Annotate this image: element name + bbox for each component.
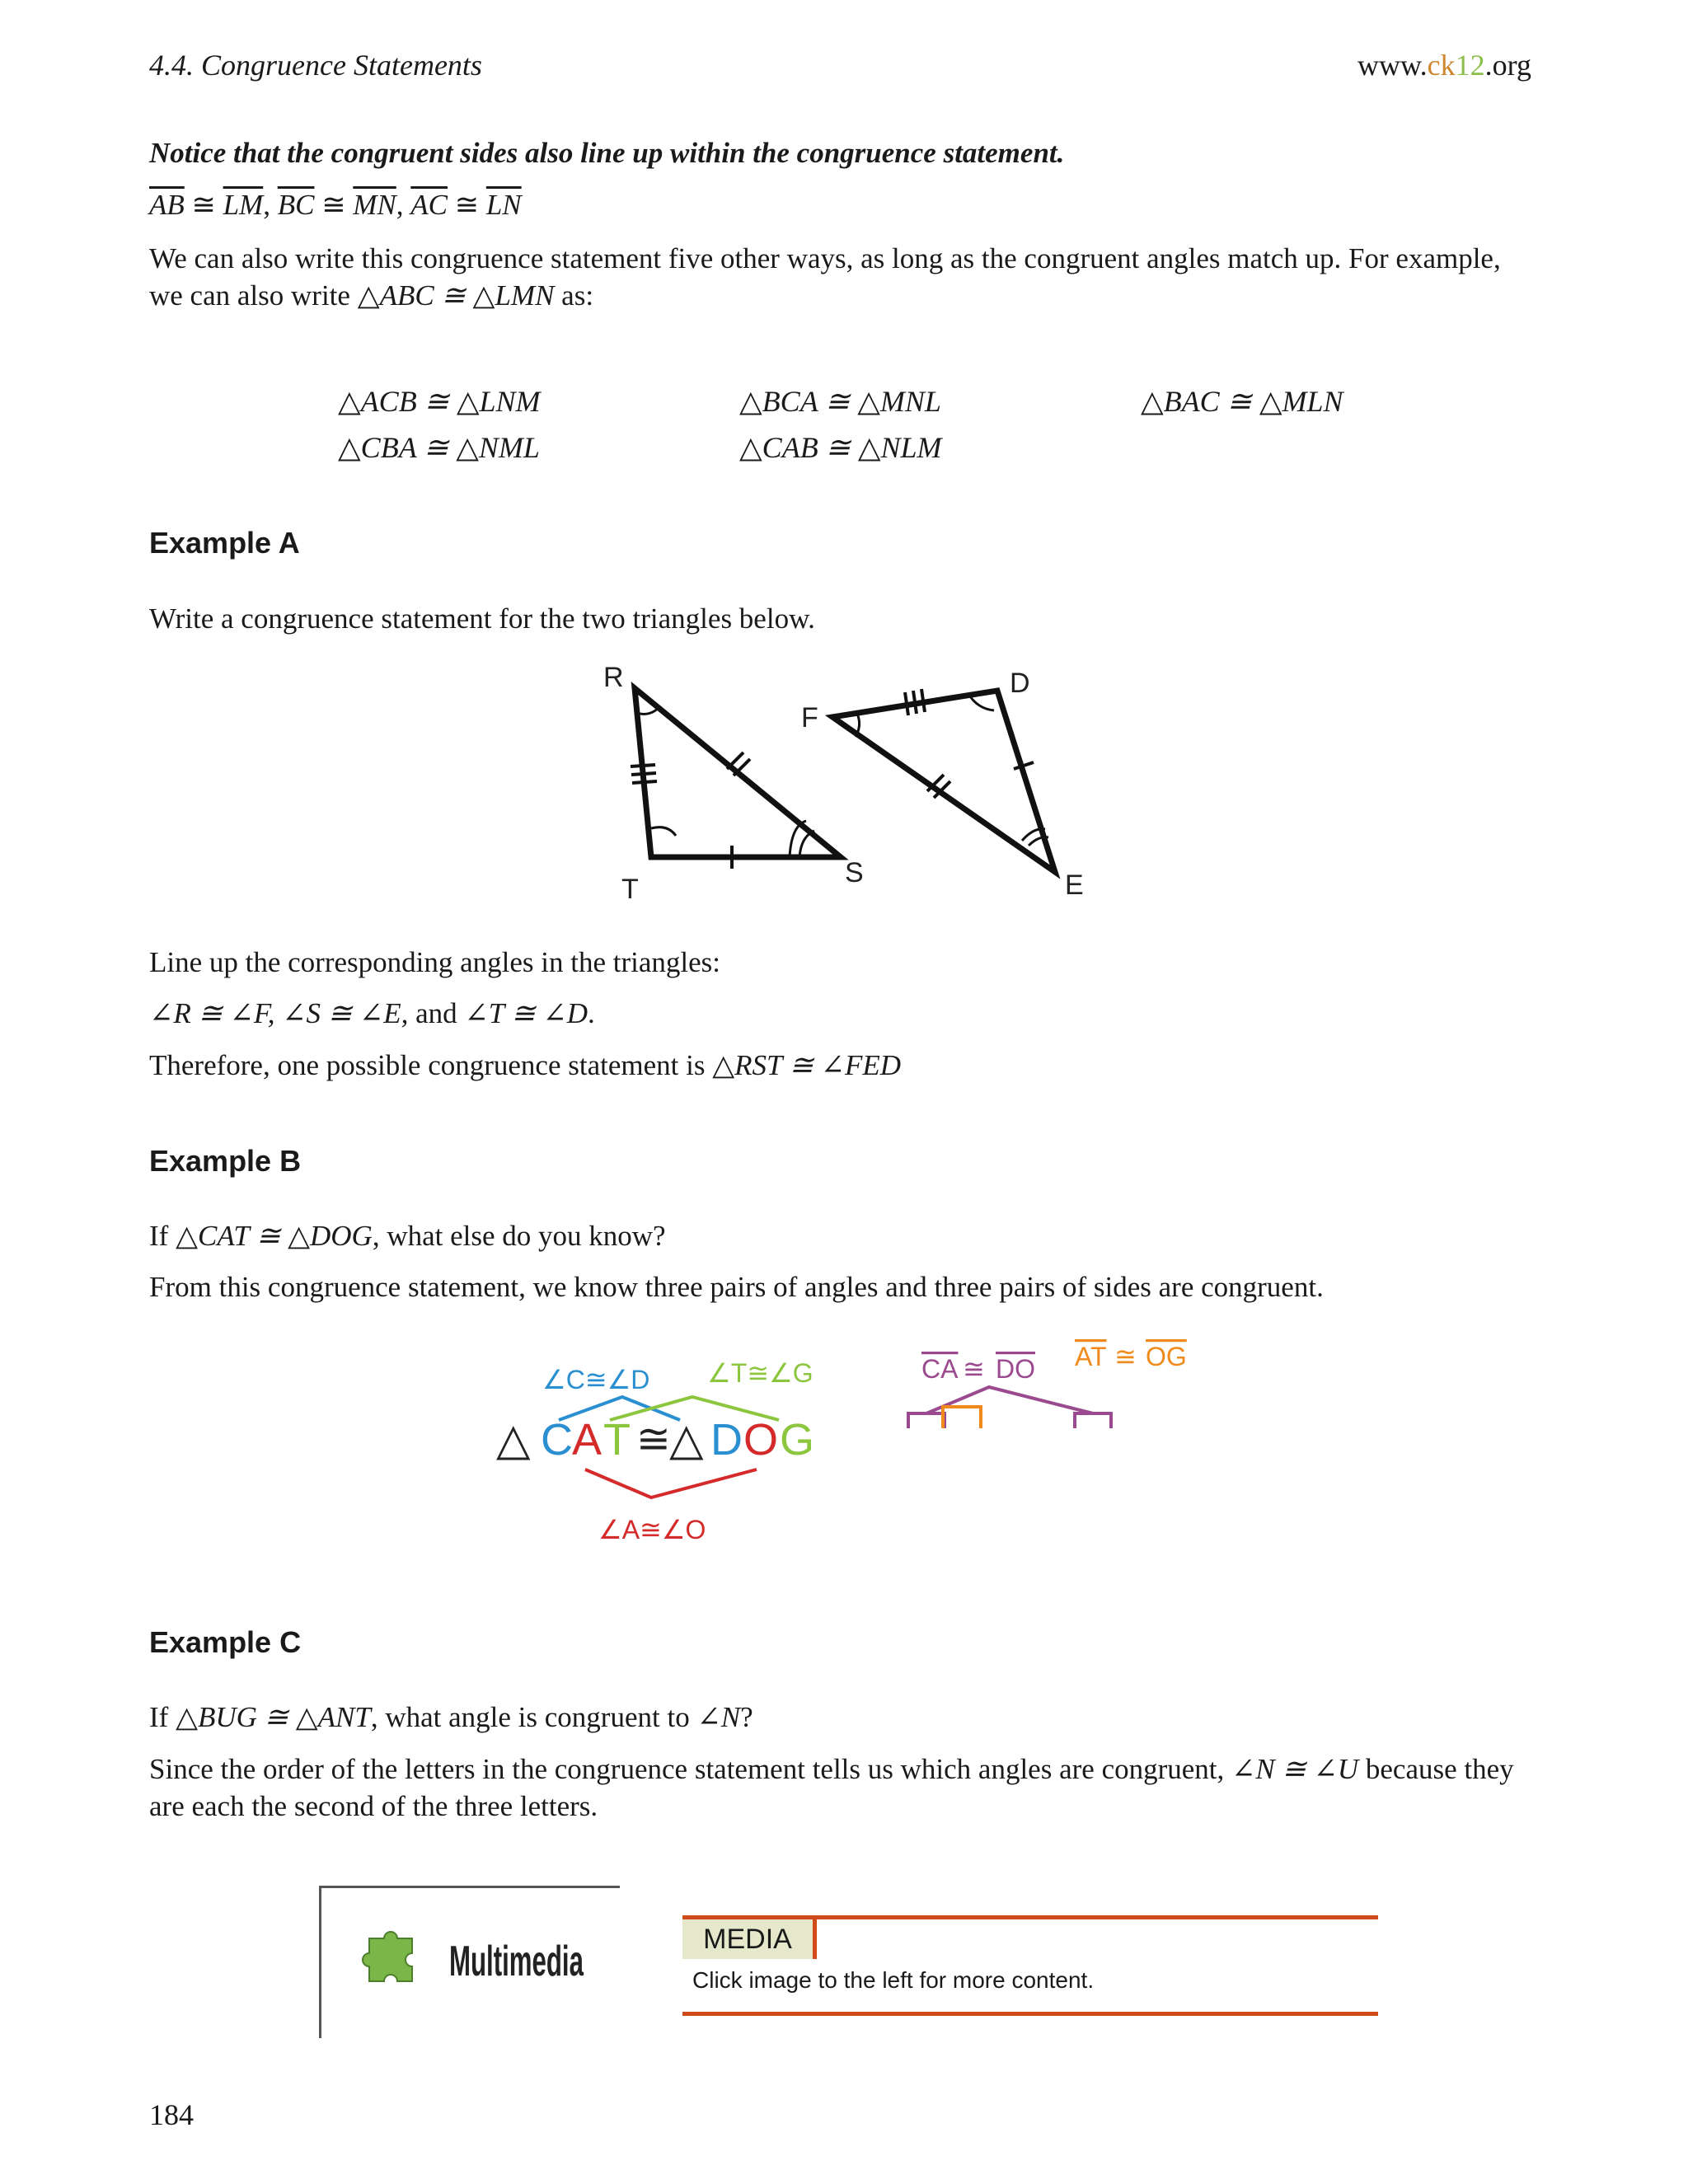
statement-4: △CBA ≅ △NML: [338, 431, 540, 464]
running-header-site[interactable]: www.ck12.org: [1357, 49, 1531, 82]
intro-paragraph: We can also write this congruence statement five other ways, as long as the congruent angles match up. For example, we can also write △ABC ≅ △LMN as:: [149, 242, 1501, 312]
statement-2: △BCA ≅ △MNL: [739, 385, 941, 418]
multimedia-label: Multimedia: [449, 1938, 584, 1985]
puzzle-piece-icon: [361, 1930, 424, 1993]
tri-symbol-left-2: △: [669, 1415, 704, 1465]
angles-line: ∠R ≅ ∠F, ∠S ≅ ∠E, and ∠T ≅ ∠D.: [149, 997, 595, 1029]
example-c-answer: Since the order of the letters in the congruence statement tells us which angles are congruent, ∠N ≅ ∠U because they are each the second of the three letters.: [149, 1753, 1514, 1822]
line-up-text: Line up the corresponding angles in the triangles:: [149, 946, 721, 978]
side-ca-label: CA: [921, 1354, 959, 1384]
side-ca-do-cong: ≅: [963, 1354, 985, 1384]
vertex-label-s: S: [845, 857, 864, 888]
vertex-label-f: F: [801, 702, 818, 733]
side-og-label: OG: [1146, 1342, 1187, 1371]
example-c-heading: Example C: [149, 1625, 302, 1659]
notice-text: Notice that the congruent sides also line up within the congruence statement.: [149, 137, 1065, 169]
letter-a: A: [572, 1415, 603, 1465]
angle-t-g-label: ∠T≅∠G: [707, 1358, 814, 1388]
page-number: 184: [149, 2098, 194, 2131]
example-a-heading: Example A: [149, 526, 300, 560]
vertex-label-e: E: [1065, 869, 1084, 901]
statement-3: △BAC ≅ △MLN: [1141, 385, 1343, 418]
statement-5: △CAB ≅ △NLM: [739, 431, 942, 464]
letter-g: G: [780, 1415, 815, 1465]
letter-c: C: [541, 1415, 573, 1465]
example-b-heading: Example B: [149, 1144, 302, 1178]
side-do-label: DO: [996, 1354, 1035, 1384]
statement-1: △ACB ≅ △LNM: [338, 385, 541, 418]
media-caption-box: [682, 1915, 1378, 2016]
letter-o: O: [743, 1415, 779, 1465]
congruent-sides-line: $\overline{AB}$ ≅ $\overline{LM}$, $\overline{BC}$ ≅ $\overline{MN}$, $\overline{AC}$ ≅ $\overline{LN}$: [149, 189, 522, 221]
letter-t: T: [603, 1415, 631, 1465]
triangles-figure: [593, 659, 1104, 907]
running-header-section: 4.4. Congruence Statements: [149, 49, 482, 82]
letter-d: D: [710, 1415, 743, 1465]
therefore-line: Therefore, one possible congruence statement is △RST ≅ ∠FED: [149, 1049, 902, 1081]
example-a-prompt: Write a congruence statement for the two triangles below.: [149, 602, 815, 635]
example-c-question: If △BUG ≅ △ANT, what angle is congruent to ∠N?: [149, 1701, 753, 1733]
media-caption: Click image to the left for more content.: [692, 1967, 1095, 1993]
vertex-label-r: R: [603, 662, 624, 693]
side-at-label: AT: [1075, 1342, 1107, 1371]
tri-symbol-left-1: △: [496, 1415, 531, 1465]
triangle-fed: [832, 691, 1055, 872]
vertex-label-t: T: [621, 874, 639, 905]
media-tag: MEDIA: [682, 1919, 817, 1959]
vertex-label-d: D: [1010, 668, 1030, 699]
example-b-answer: From this congruence statement, we know three pairs of angles and three pairs of sides are congruent.: [149, 1271, 1324, 1303]
angle-c-d-label: ∠C≅∠D: [542, 1365, 650, 1394]
example-b-question: If △CAT ≅ △DOG, what else do you know?: [149, 1220, 666, 1252]
cong-symbol-left: ≅: [636, 1416, 671, 1462]
side-at-og-cong: ≅: [1114, 1342, 1137, 1371]
angle-a-o-label: ∠A≅∠O: [598, 1515, 706, 1544]
cat-dog-figure: [495, 1331, 1203, 1562]
